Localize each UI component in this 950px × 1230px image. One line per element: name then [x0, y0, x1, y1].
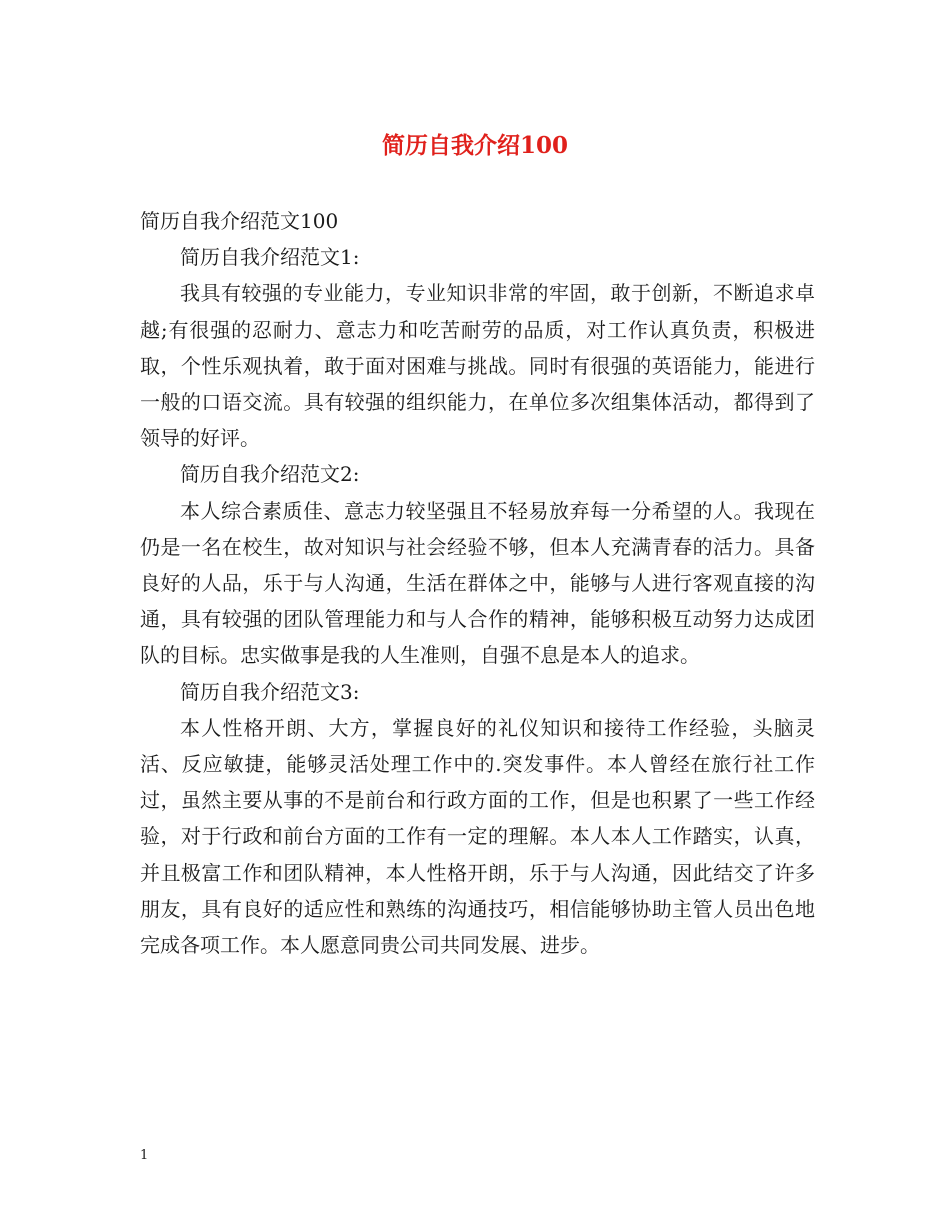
document-title: 简历自我介绍100 — [381, 132, 568, 159]
paragraph-3: 本人性格开朗、大方，掌握良好的礼仪知识和接待工作经验，头脑灵活、反应敏捷，能够灵活处理工作中的.突发事件。本人曾经在旅行社工作过，虽然主要从事的不是前台和行政方面的工作，但是也积累了一些工作经验，对于行政和前台方面的工作有一定的理解。本人本人工作踏实，认真，并且极富工作和团队精神，本人性格开朗，乐于与人沟通，因此结交了许多朋友，具有良好的适应性和熟练的沟通技巧，相信能够协助主管人员出色地完成各项工作。本人愿意同贵公司共同发展、进步。 — [140, 715, 815, 958]
document-body — [140, 203, 815, 963]
page-number: 1 — [140, 1148, 149, 1163]
section-heading-1: 简历自我介绍范文1: — [180, 245, 360, 270]
document-subtitle: 简历自我介绍范文100 — [140, 209, 339, 233]
section-heading-3: 简历自我介绍范文3: — [180, 679, 360, 704]
section-heading-2: 简历自我介绍范文2: — [180, 462, 360, 487]
paragraph-2: 本人综合素质佳、意志力较坚强且不轻易放弃每一分希望的人。我现在仍是一名在校生，故对知识与社会经验不够，但本人充满青春的活力。具备良好的人品，乐于与人沟通，生活在群体之中，能够与人进行客观直接的沟通，具有较强的团队管理能力和与人合作的精神，能够积极互动努力达成团队的目标。忠实做事是我的人生准则，自强不息是本人的追求。 — [140, 498, 815, 668]
paragraph-1: 我具有较强的专业能力，专业知识非常的牢固，敢于创新，不断追求卓越;有很强的忍耐力、意志力和吃苦耐劳的品质，对工作认真负责，积极进取，个性乐观执着，敢于面对困难与挑战。同时有很强的英语能力，能进行一般的口语交流。具有较强的组织能力，在单位多次组集体活动，都得到了领导的好评。 — [140, 281, 815, 451]
